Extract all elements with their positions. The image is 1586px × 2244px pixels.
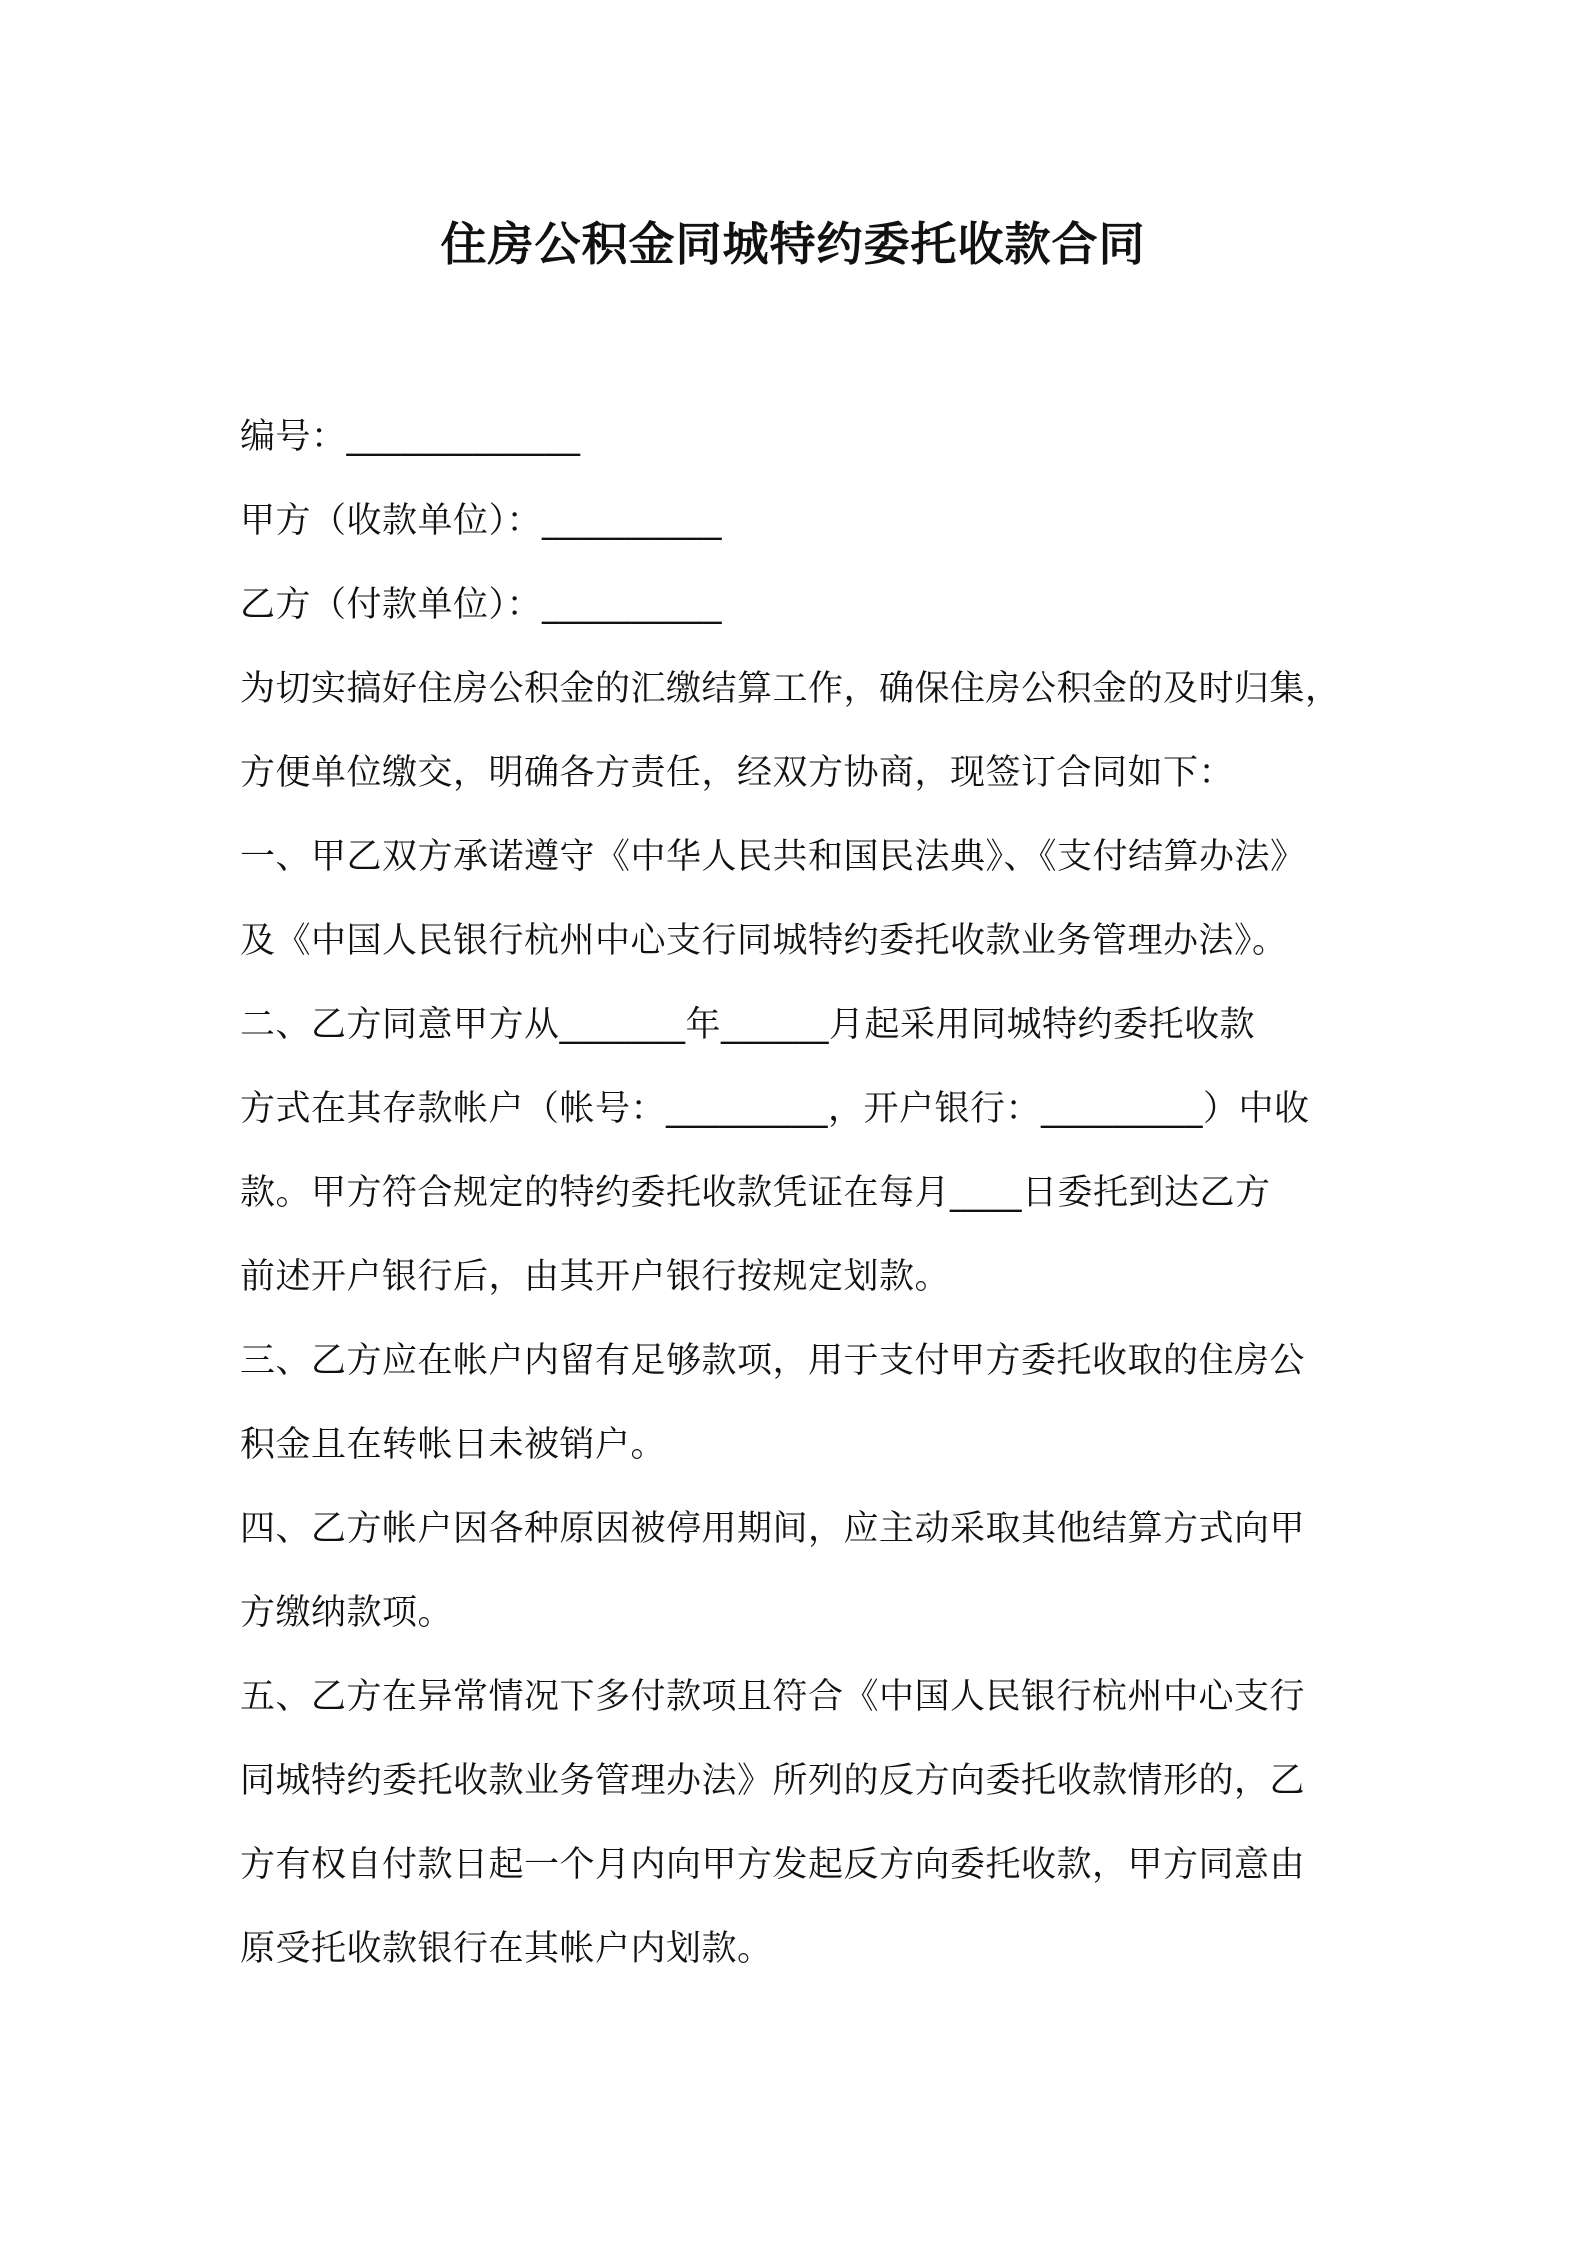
clause-2-line: 款。甲方符合规定的特约委托收款凭证在每月____日委托到达乙方 [240, 1173, 1271, 1213]
clause-2-line: 方式在其存款帐户（帐号：_________，开户银行：_________）中收 [240, 1089, 1310, 1129]
body-line: 为切实搞好住房公积金的汇缴结算工作，确保住房公积金的及时归集， [240, 669, 1341, 709]
party-b-field: 乙方（付款单位）：__________ [240, 585, 723, 625]
clause-2-line: 前述开户银行后，由其开户银行按规定划款。 [240, 1257, 951, 1297]
clause-1-line: 一、甲乙双方承诺遵守《中华人民共和国民法典》、《支付结算办法》 [240, 837, 1306, 877]
body-line: 方便单位缴交，明确各方责任，经双方协商，现签订合同如下： [240, 753, 1235, 793]
clause-5-line: 五、乙方在异常情况下多付款项且符合《中国人民银行杭州中心支行 [240, 1677, 1306, 1717]
clause-1-line: 及《中国人民银行杭州中心支行同城特约委托收款业务管理办法》。 [240, 921, 1288, 961]
contract-number-field: 编号：_____________ [240, 417, 581, 457]
clause-4-line: 方缴纳款项。 [240, 1593, 454, 1633]
party-a-field: 甲方（收款单位）：__________ [240, 501, 723, 541]
contract-title: 住房公积金同城特约委托收款合同 [440, 217, 1146, 271]
clause-2-line: 二、乙方同意甲方从_______年______月起采用同城特约委托收款 [240, 1005, 1256, 1045]
clause-3-line: 三、乙方应在帐户内留有足够款项，用于支付甲方委托收取的住房公 [240, 1341, 1306, 1381]
clause-5-line: 同城特约委托收款业务管理办法》所列的反方向委托收款情形的，乙 [240, 1761, 1306, 1801]
clause-3-line: 积金且在转帐日未被销户。 [240, 1425, 667, 1465]
clause-5-line: 方有权自付款日起一个月内向甲方发起反方向委托收款，甲方同意由 [240, 1845, 1306, 1885]
clause-4-line: 四、乙方帐户因各种原因被停用期间，应主动采取其他结算方式向甲 [240, 1509, 1306, 1549]
clause-5-line: 原受托收款银行在其帐户内划款。 [240, 1929, 773, 1969]
